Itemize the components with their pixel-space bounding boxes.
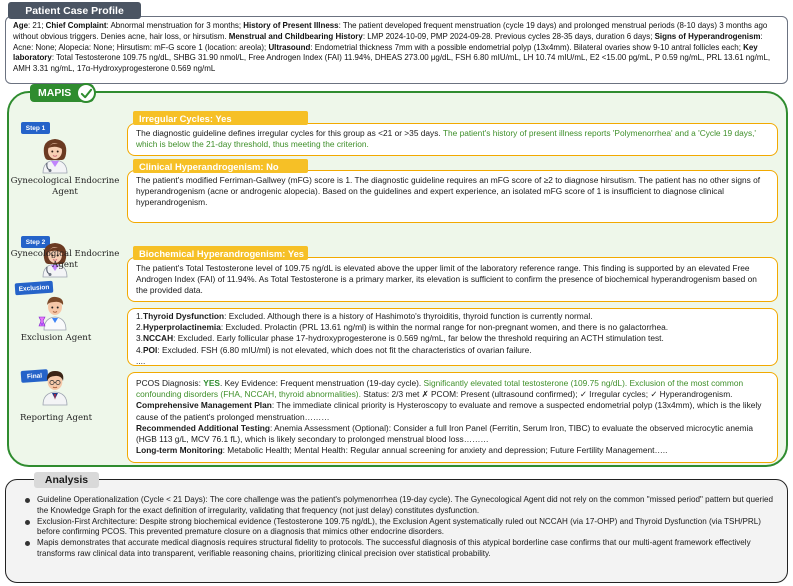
final-badge: Final [21,369,49,383]
age-value: : 21; [28,21,46,30]
reporting-agent-name: Reporting Agent [19,413,93,423]
exclusion-item: 3.NCCAH: Excluded. Early follicular phase 17-hydroxyprogesterone is 0.569 ng/mL, far below the threshold requiring an ACTH stimulation test. [136,333,664,344]
mapis-label: MAPIS [30,84,94,102]
profile-title: Patient Case Profile [8,2,141,19]
diagnosis-evidence: Significantly elevated total testosterone (109.75 ng/dL). Exclusion of the most common confounding disorders (FHA, NCCAH, thyroid abnormalities). [136,378,744,400]
male-doctor-avatar-icon [38,368,72,406]
analysis-item: Guideline Operationalization (Cycle < 21 Days): The core challenge was the patient's polymenorrhea (19-day cycle). The Gynecological Agent did not rely on the common "missed period" pattern but queried the Knowledge Graph for the exact definition of irregularity, validating that frequency (not just delay) constitutes dysfunction. [24,495,775,516]
exclusion-box [127,308,778,366]
step1-badge: Step 1 [21,122,50,134]
irregular-text: The diagnostic guideline defines irregular cycles for this group as <21 or >35 days. [136,128,443,138]
analysis-title: Analysis [34,472,99,488]
exclusion-agent-name: Exclusion Agent [20,333,92,343]
additional-testing: Recommended Additional Testing: Anemia Assessment (Optional): Consider a full Iron Panel (Ferritin, Serum Iron, TIBC) to evaluate the observed microcytic anemia (HGB 113 g/L, MCV 76.1 fL), which is likely secondary to prolonged menstrual blood loss……… [136,422,754,445]
scientist-avatar-icon [38,293,72,331]
complaint-value: : Abnormal menstruation for 3 months; [106,21,244,30]
biochemical-hyperandrogenism-box [127,257,778,302]
clinical-hyperandrogenism-title: Clinical Hyperandrogenism: No [133,159,308,173]
analysis-panel [5,479,788,583]
ultrasound-label: Ultrasound [268,42,311,52]
biochemical-hyperandrogenism-title: Biochemical Hyperandrogenism: Yes [133,246,308,260]
age-label: Age [13,21,28,30]
step2-badge: Step 2 [21,236,50,248]
diagnosis-yes: YES [203,378,220,388]
exclusion-more: .... [136,355,146,366]
exclusion-badge: Exclusion [15,281,54,296]
lab-value: : Total Testosterone 109.75 ng/dL, SHBG 31.90 nmol/L, Free Androgen Index (FAI) 11.94%, DHEAS 273.00 μg/dL, FSH 6.80 mIU/mL, LH 10.74 mIU/mL, E2 <15.00 pg/mL, P 0.59 ng/mL, PRL 13.61 ng/mL, AMH 3.31 ng/mL, 17α-Hydroxyprogesterone 0.569 ng/mL [13,53,771,74]
hpi-value: : The patient developed frequent menstruation (cycle 19 days) and prolonged menstrual periods (8-10 days) 3 months ago without obvious triggers. Denies acne, hair loss, or hirsutism. [13,21,768,41]
signs-value: : Acne: None; Alopecia: None; Hirsutism: mF-G score 1 (location: areola); [13,31,763,52]
irregular-evidence: The patient's history of present illness reports 'Polymenorrhea' and a 'Cycle 19 days,' which is below the 21-day threshold, thus meeting the criterion. [136,128,757,150]
analysis-item: Mapis demonstrates that accurate medical diagnosis requires structural fidelity to protocols. The successful diagnosis of this atypical borderline case confirms that our multi-agent framework effectively transforms raw clinical data into transparent, verifiable reasoning chains, prioritizing clinical precision over statistical probability. [24,538,775,559]
lab-label: Key laboratory [13,42,758,63]
irregular-cycles-title: Irregular Cycles: Yes [133,111,308,125]
gyn-agent-name: Gynecological Endocrine Agent [10,176,120,197]
ultrasound-value: : Endometrial thickness 7mm with a possible endometrial polyp (13x4mm). Bilateral ovaries show 9-10 antral follicles each; [310,42,744,52]
management-plan: Comprehensive Management Plan: The immediate clinical priority is Hysteroscopy to evaluate and remove a suspected endometrial polyp (13x4mm), which is the likely cause of the patient's prolonged menstruation……… [136,400,762,422]
exclusion-item: 4.POI: Excluded. FSH (6.80 mIU/ml) is not elevated, which does not fit the characteristics of ovarian failure. [136,344,532,355]
menstrual-value: : LMP 2024-10-09, PMP 2024-09-28. Previous cycles 28-35 days, duration 6 days; [362,31,655,41]
patient-case-profile [5,16,788,84]
biochemical-text: The patient's Total Testosterone level of 109.75 ng/dL is elevated above the upper limit of the laboratory reference range. This finding is supported by an elevated Free Androgen Index (FAI) of 11.94%. As Total Testosterone is a primary marker, its elevation is sufficient to confirm the presence of biochemical hyperandrogenism based on the provided data. [136,263,757,296]
complaint-label: Chief Complaint [45,21,107,30]
menstrual-label: Menstrual and Childbearing History [228,31,363,41]
check-icon [76,83,96,103]
long-term-monitoring: Long-term Monitoring: Metabolic Health; Mental Health: Regular annual screening for anxiety and depression; Future Fertility Management….. [136,445,668,456]
analysis-item: Exclusion-First Architecture: Despite strong biochemical evidence (Testosterone 109.75 ng/dL), the Exclusion Agent systematically ruled out NCCAH (via 17-OHP) and Thyroid Dysfunction (via TSH/PRL) before confirming PCOS. This prevented premature closure on a diagnosis that mimics other endocrine disorders. [24,517,775,538]
exclusion-item: 2.Hyperprolactinemia: Excluded. Prolactin (PRL 13.61 ng/ml) is within the normal range for non-pregnant women, and there is no galactorrhea. [136,322,669,333]
exclusion-item: 1.Thyroid Dysfunction: Excluded. Although there is a history of Hashimoto's thyroiditis, thyroid function is currently normal. [136,311,593,321]
clinical-text: The patient's modified Ferriman-Gallwey (mFG) score is 1. The diagnostic guideline requires an mFG score of ≥2 to diagnose hirsutism. The patient has no other signs of hyperandrogenism (acne or androgenic alopecia). Based on the guidelines and expert experience, an isolated mFG score of 1 is insufficient to diagnose clinical hyperandrogenism. [136,175,761,208]
gyn-agent-name-2: Gynecological Endocrine Agent [10,249,120,270]
clinical-hyperandrogenism-box [127,170,778,223]
female-doctor-avatar-icon [38,136,72,174]
final-report-box [127,372,778,463]
signs-label: Signs of Hyperandrogenism [654,31,761,41]
hpi-label: History of Present Illness [243,21,339,30]
pcos-diagnosis: PCOS Diagnosis: YES. Key Evidence: Frequent menstruation (19-day cycle). Significantly elevated total testosterone (109.75 ng/dL). Exclusion of the most common confounding disorders (FHA, NCCAH, thyroid abnormalities). Status: 2/3 met ✗ PCOM: Present (ultrasound confirmed); ✓ Irregular cycles; ✓ Hyperandrogenism. [136,378,744,400]
irregular-cycles-box [127,123,778,156]
